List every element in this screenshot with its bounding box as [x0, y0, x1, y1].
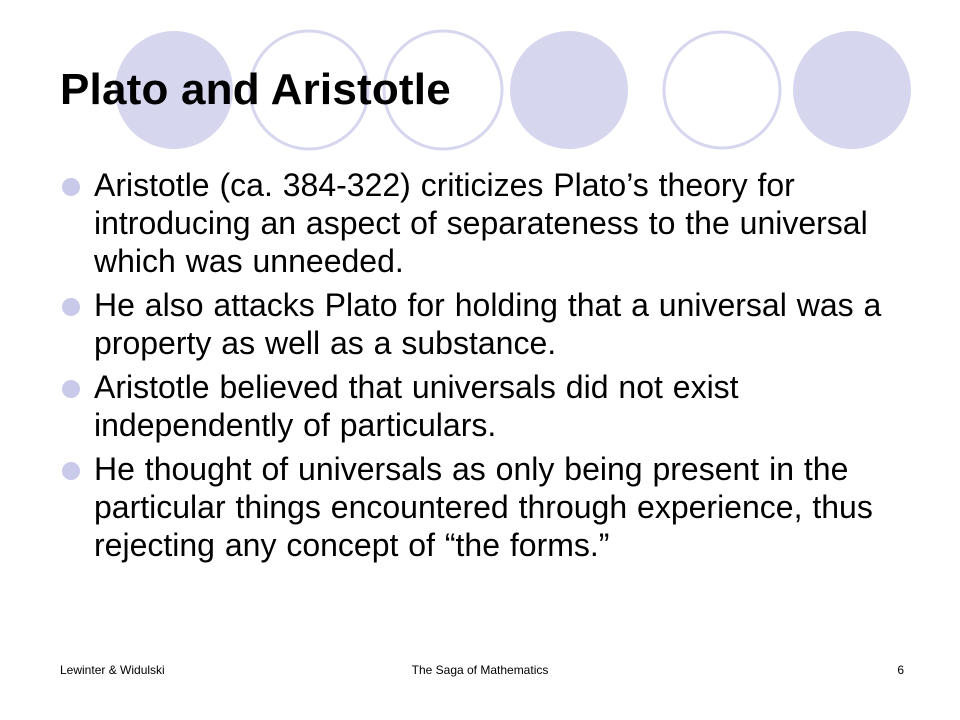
footer-course-title: The Saga of Mathematics — [411, 663, 549, 677]
bullet-text: He also attacks Plato for holding that a universal was a property as well as a substance. — [94, 287, 882, 361]
footer-authors: Lewinter & Widulski — [60, 663, 165, 677]
filled-circle-2 — [510, 31, 628, 149]
bullet-item — [60, 450, 900, 564]
slide-title: Plato and Aristotle — [60, 65, 451, 114]
filled-circle-3 — [793, 31, 911, 149]
bullet-text: Aristotle (ca. 384-322) criticizes Plato’s theory for introducing an aspect of separateness to the universal which was unneeded. — [94, 167, 868, 279]
bullet-text: He thought of universals as only being present in the particular things encountered through experience, thus rejecting any concept of “the forms.” — [94, 451, 873, 563]
bullet-item — [60, 286, 900, 362]
bullet-icon — [62, 380, 80, 398]
bullet-text: Aristotle believed that universals did not exist independently of particulars. — [94, 369, 739, 443]
bullet-icon — [62, 178, 80, 196]
bullet-icon — [62, 462, 80, 480]
outline-circle-3 — [664, 32, 780, 148]
bullet-item — [60, 368, 900, 444]
bullet-item — [60, 166, 900, 280]
bullet-list — [60, 166, 900, 570]
footer-page-number: 6 — [897, 663, 904, 677]
bullet-icon — [62, 298, 80, 316]
